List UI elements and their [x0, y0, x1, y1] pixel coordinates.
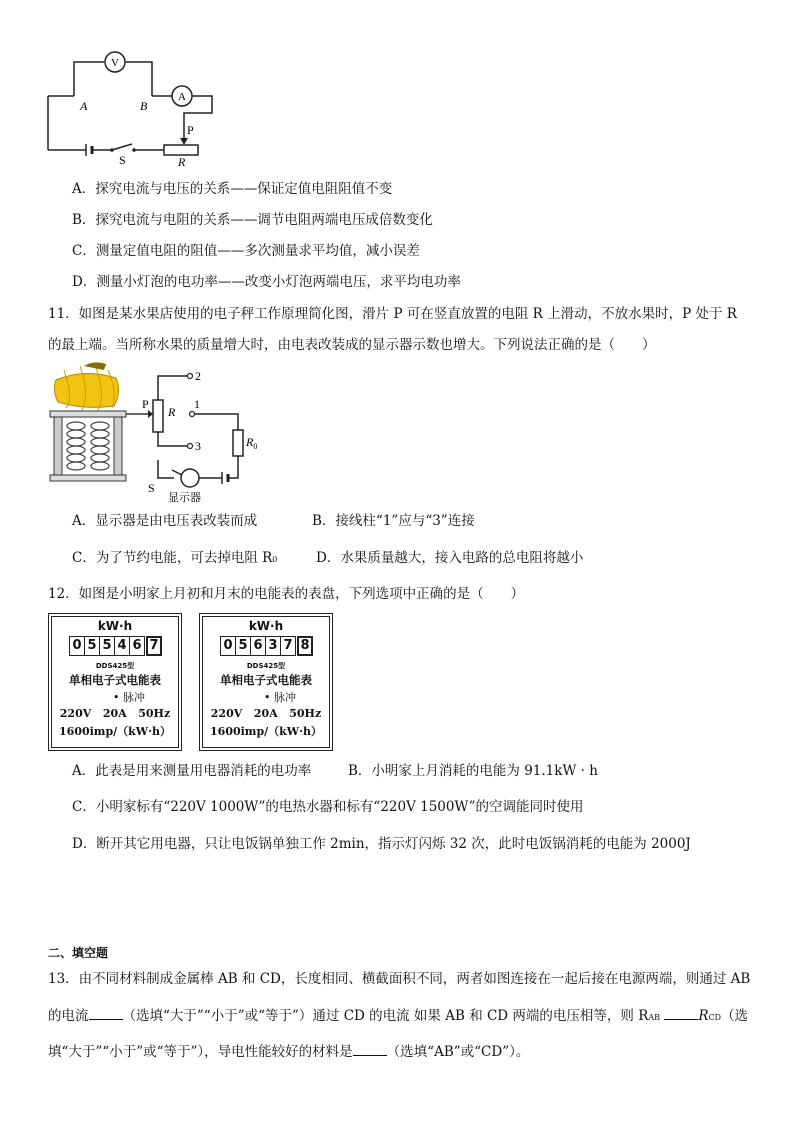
- meter-digit: 3: [265, 636, 281, 656]
- q11-stem-line1: 11．如图是某水果店使用的电子秤工作原理简化图，滑片 P 可在竖直放置的电阻 R 上滑动，不放水果时，P 处于 R: [48, 306, 737, 322]
- meter-model: DDS425型: [246, 662, 286, 670]
- meter-start-of-month: [51, 616, 179, 748]
- display-label: 显示器: [168, 492, 201, 504]
- answer-blank-3[interactable]: [353, 1043, 387, 1056]
- subscript: AB: [648, 1013, 661, 1022]
- meter-voltage: 220V: [59, 707, 92, 720]
- meter-name: 单相电子式电能表: [220, 673, 312, 687]
- meter-specs: [52, 707, 178, 720]
- terminal-1-label: 1: [194, 397, 200, 411]
- meter-digit: 6: [250, 636, 266, 656]
- meter-frequency: 50Hz: [138, 707, 171, 720]
- meter-current: 20A: [253, 707, 278, 720]
- q12-option-d: D．断开其它用电器，只让电饭锅单独工作 2min，指示灯闪烁 32 次，此时电饭锅消耗的电能为 2000J: [72, 836, 691, 852]
- q13-text: 填“大于”“小于”或“等于”），导电性能较好的材料是: [48, 1044, 353, 1060]
- meter-reading: [52, 636, 178, 656]
- q10-option-a: A．探究电流与电压的关系——保证定值电阻阻值不变: [72, 181, 393, 197]
- meter-specs: [203, 707, 329, 720]
- meter-digit: 7: [280, 636, 296, 656]
- meter-pulse: • 脉冲: [113, 691, 145, 704]
- q12-option-c: C．小明家标有“220V 1000W”的电热水器和标有“220V 1500W”的空调能同时使用: [72, 799, 584, 815]
- q13-line1: 13．由不同材料制成金属棒 AB 和 CD，长度相同、横截面积不同，两者如图连接在一起后接在电源两端，则通过 AB: [48, 971, 751, 987]
- meter-decimal-digit: 7: [146, 636, 162, 656]
- q11-option-d: D．水果质量越大，接入电路的总电阻将越小: [316, 550, 584, 566]
- meter-digit: 0: [69, 636, 85, 656]
- meter-model: DDS425型: [95, 662, 135, 670]
- switch-s-label: S: [119, 153, 126, 167]
- r-symbol: R: [698, 1008, 709, 1024]
- answer-blank-2[interactable]: [664, 1007, 698, 1020]
- meter-unit: kW·h: [97, 619, 133, 633]
- q13-line2: [48, 1007, 748, 1027]
- scale-resistor-label: R: [168, 405, 176, 419]
- q13-text: 的电流: [48, 1008, 89, 1024]
- meter-digit: 6: [129, 636, 145, 656]
- answer-blank-1[interactable]: [89, 1007, 123, 1020]
- q10-option-b: B．探究电流与电阻的关系——调节电阻两端电压成倍数变化: [72, 212, 433, 228]
- q13-text: （选填“大于”“小于”或“等于”）通过 CD 的电流 如果 AB 和 CD 两端的电压相等，则 R: [122, 1008, 649, 1024]
- meter-digit: 5: [235, 636, 251, 656]
- q13-line3: [48, 1043, 529, 1061]
- banana-illustration: [54, 362, 118, 410]
- meter-digit: 4: [114, 636, 130, 656]
- meter-reading: [203, 636, 329, 656]
- terminal-3-label: 3: [195, 439, 201, 453]
- voltmeter-label: V: [111, 57, 119, 69]
- q12-stem: 12．如图是小明家上月初和月末的电能表的表盘，下列选项中正确的是（ ）: [48, 586, 525, 602]
- q11-option-a: A．显示器是由电压表改装而成: [72, 513, 258, 529]
- point-a-label: A: [80, 99, 88, 113]
- q10-option-c: C．测量定值电阻的阻值——多次测量求平均值，减小误差: [72, 243, 420, 259]
- meter-pulse: • 脉冲: [264, 691, 296, 704]
- meter-digit: 0: [220, 636, 236, 656]
- point-b-label: B: [140, 99, 148, 113]
- q11-option-c: C．为了节约电能，可去掉电阻 R0: [72, 550, 278, 566]
- q12-option-a: A．此表是用来测量用电器消耗的电功率: [72, 763, 312, 779]
- q11-option-b: B．接线柱“1”应与“3”连接: [312, 513, 475, 529]
- meter-frequency: 50Hz: [289, 707, 322, 720]
- r0-label: $R_0$: [246, 435, 258, 451]
- meter-digit: 5: [84, 636, 100, 656]
- scale-slider-label: P: [142, 397, 149, 411]
- meter-imp: 1600imp/（kW·h）: [59, 725, 171, 738]
- scale-switch-label: S: [148, 481, 155, 495]
- meter-voltage: 220V: [210, 707, 243, 720]
- ammeter-label: A: [178, 91, 186, 103]
- circuit-diagram-q10: [40, 48, 240, 178]
- resistor-r-label: R: [178, 155, 186, 169]
- meter-end-of-month: [202, 616, 330, 748]
- electronic-scale-diagram: [44, 360, 274, 510]
- terminal-2-label: 2: [195, 369, 201, 383]
- q11-stem-line2: 的最上端。当所称水果的质量增大时，由电表改装成的显示器示数也增大。下列说法正确的是（ ）: [48, 337, 656, 353]
- meter-digit: 5: [99, 636, 115, 656]
- q10-option-d: D．测量小灯泡的电功率——改变小灯泡两端电压，求平均电功率: [72, 274, 461, 290]
- section-title-fill-in: 二、填空题: [48, 946, 109, 960]
- meter-unit: kW·h: [248, 619, 284, 633]
- meter-decimal-digit: 8: [297, 636, 313, 656]
- q13-text: （选填“AB”或“CD”）。: [386, 1044, 530, 1060]
- slider-p-label: P: [187, 123, 194, 137]
- meter-imp: 1600imp/（kW·h）: [210, 725, 322, 738]
- meter-current: 20A: [102, 707, 127, 720]
- meter-name: 单相电子式电能表: [69, 673, 161, 687]
- subscript: CD: [708, 1013, 722, 1022]
- q13-text: （选: [721, 1008, 749, 1024]
- q12-option-b: B．小明家上月消耗的电能为 91.1kW · h: [348, 763, 598, 779]
